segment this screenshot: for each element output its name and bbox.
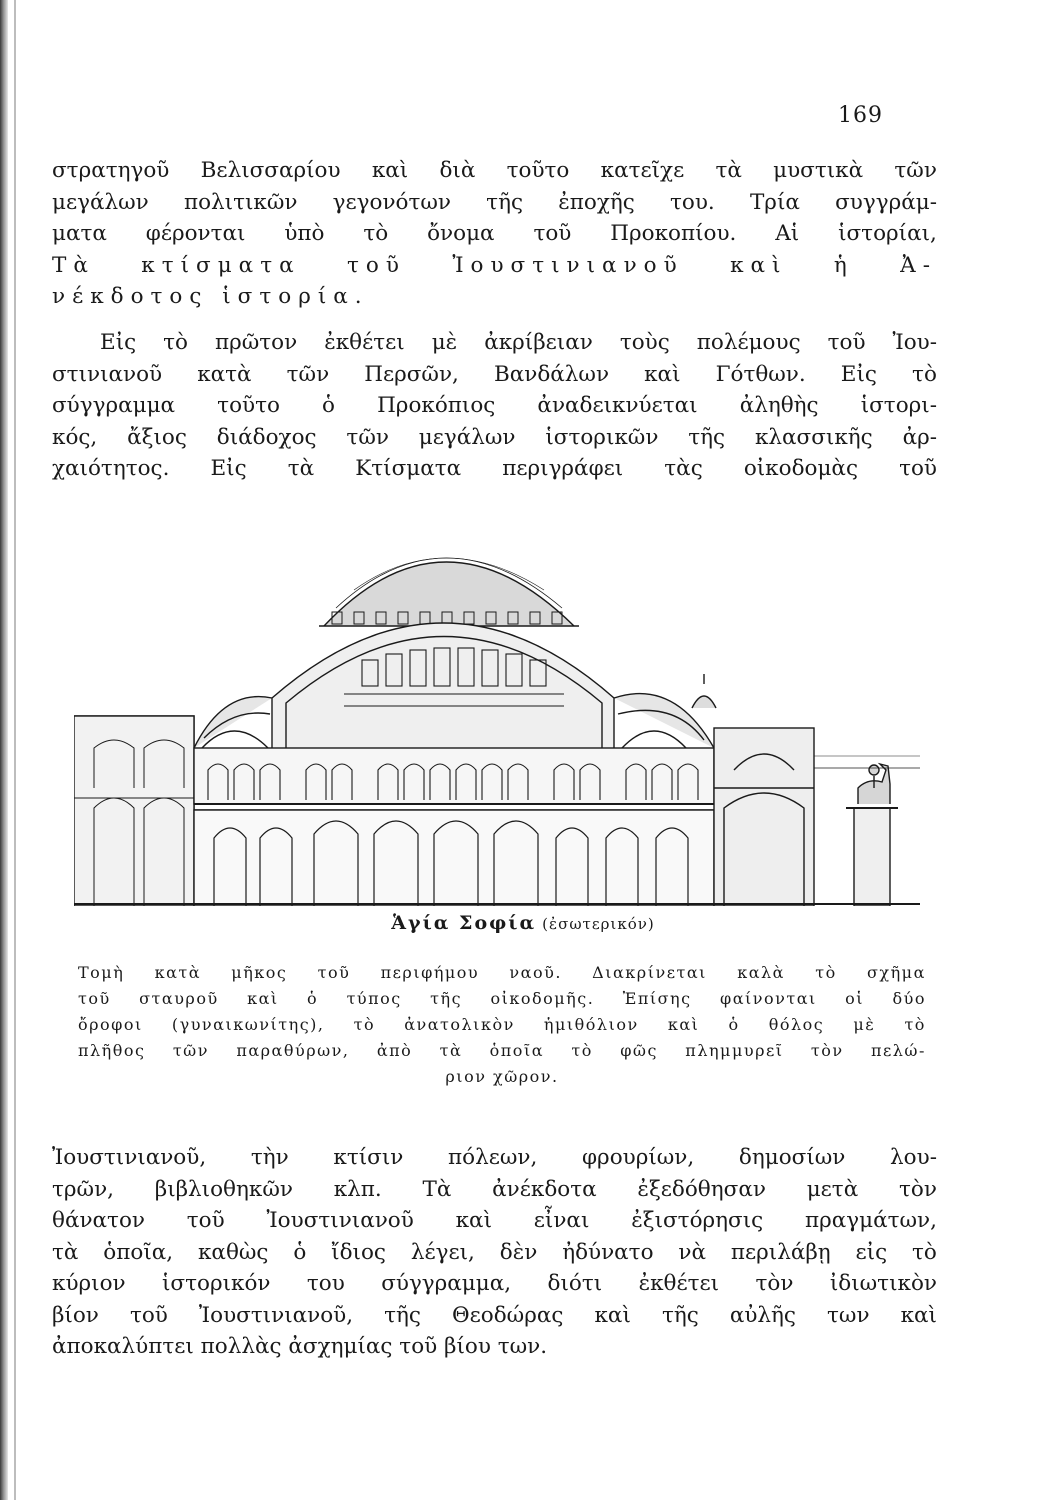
caption-line: ὄροφοι (γυναικωνίτης), τὸ ἀνατολικὸν ἡμιθόλιον καὶ ὁ θόλος μὲ τὸ: [78, 1015, 926, 1034]
text-line: μεγάλων πολιτικῶν γεγονότων τῆς ἐποχῆς του. Τρία συγγράμ-: [52, 189, 937, 215]
figure-title: [0, 912, 1046, 934]
text-line: σύγγραμμα τοῦτο ὁ Προκόπιος ἀναδεικνύεται ἀληθὴς ἱστορι-: [52, 393, 937, 418]
page-binding-shadow: [14, 0, 16, 1500]
text-line: Εἰς τὸ πρῶτον ἐκθέτει μὲ ἀκρίβειαν τοὺς πολέμους τοῦ Ἰου-: [100, 330, 937, 355]
paragraph-3: [52, 1142, 937, 1363]
text-line: κός, ἄξιος διάδοχος τῶν μεγάλων ἱστορικῶν τῆς κλασσικῆς ἀρ-: [52, 424, 937, 450]
page-binding-edge: [0, 0, 8, 1500]
text-line: νέκδοτος ἱστορία.: [52, 284, 369, 309]
text-line: στρατηγοῦ Βελισσαρίου καὶ διὰ τοῦτο κατεῖχε τὰ μυστικὰ τῶν: [52, 158, 937, 183]
figure-caption: [78, 960, 926, 1090]
text-line: Ἰουστινιανοῦ, τὴν κτίσιν πόλεων, φρουρίων, δημοσίων λου-: [52, 1145, 937, 1170]
text-line: Τὰ κτίσματα τοῦ Ἰουστινιανοῦ καὶ ἡ Ἀ-: [52, 252, 937, 278]
text-line: βίον τοῦ Ἰουστινιανοῦ, τῆς Θεοδώρας καὶ τῆς αὐλῆς των καὶ: [52, 1302, 937, 1328]
text-line: στινιανοῦ κατὰ τῶν Περσῶν, Βανδάλων καὶ Γότθων. Εἰς τὸ: [52, 361, 937, 387]
caption-line: πλῆθος τῶν παραθύρων, ἀπὸ τὰ ὁποῖα τὸ φῶς πλημμυρεῖ τὸν πελώ-: [78, 1041, 926, 1060]
text-line: τρῶν, βιβλιοθηκῶν κλπ. Τὰ ἀνέκδοτα ἐξεδόθησαν μετὰ τὸν: [52, 1176, 937, 1202]
text-line: κύριον ἱστορικόν του σύγγραμμα, διότι ἐκθέτει τὸν ἰδιωτικὸν: [52, 1271, 937, 1296]
caption-line: τοῦ σταυροῦ καὶ ὁ τύπος τῆς οἰκοδομῆς. Ἐπίσης φαίνονται οἱ δύο: [78, 989, 926, 1008]
text-line: ματα φέρονται ὑπὸ τὸ ὄνομα τοῦ Προκοπίου. Αἱ ἱστορίαι,: [52, 221, 937, 246]
caption-line: Τομὴ κατὰ μῆκος τοῦ περιφήμου ναοῦ. Διακρίνεται καλὰ τὸ σχῆμα: [78, 963, 926, 982]
paragraph-2: [52, 327, 937, 485]
text-line: θάνατον τοῦ Ἰουστινιανοῦ καὶ εἶναι ἐξιστόρησις πραγμάτων,: [52, 1208, 937, 1233]
hagia-sophia-drawing: [74, 508, 920, 906]
hagia-sophia-section-illustration: [74, 508, 920, 906]
caption-line: ριον χῶρον.: [445, 1067, 559, 1086]
page-number: 169: [838, 103, 883, 128]
paragraph-1: [52, 155, 937, 313]
figure-title-subtitle: (ἐσωτερικόν): [542, 915, 655, 933]
text-line: χαιότητος. Εἰς τὰ Κτίσματα περιγράφει τὰς οἰκοδομὰς τοῦ: [52, 456, 937, 481]
text-line: ἀποκαλύπτει πολλὰς ἀσχημίας τοῦ βίου των.: [52, 1334, 548, 1359]
text-line: τὰ ὁποῖα, καθὼς ὁ ἴδιος λέγει, δὲν ἠδύνατο νὰ περιλάβῃ εἰς τὸ: [52, 1239, 937, 1265]
figure-title-main: Ἁγία Σοφία: [391, 912, 537, 934]
